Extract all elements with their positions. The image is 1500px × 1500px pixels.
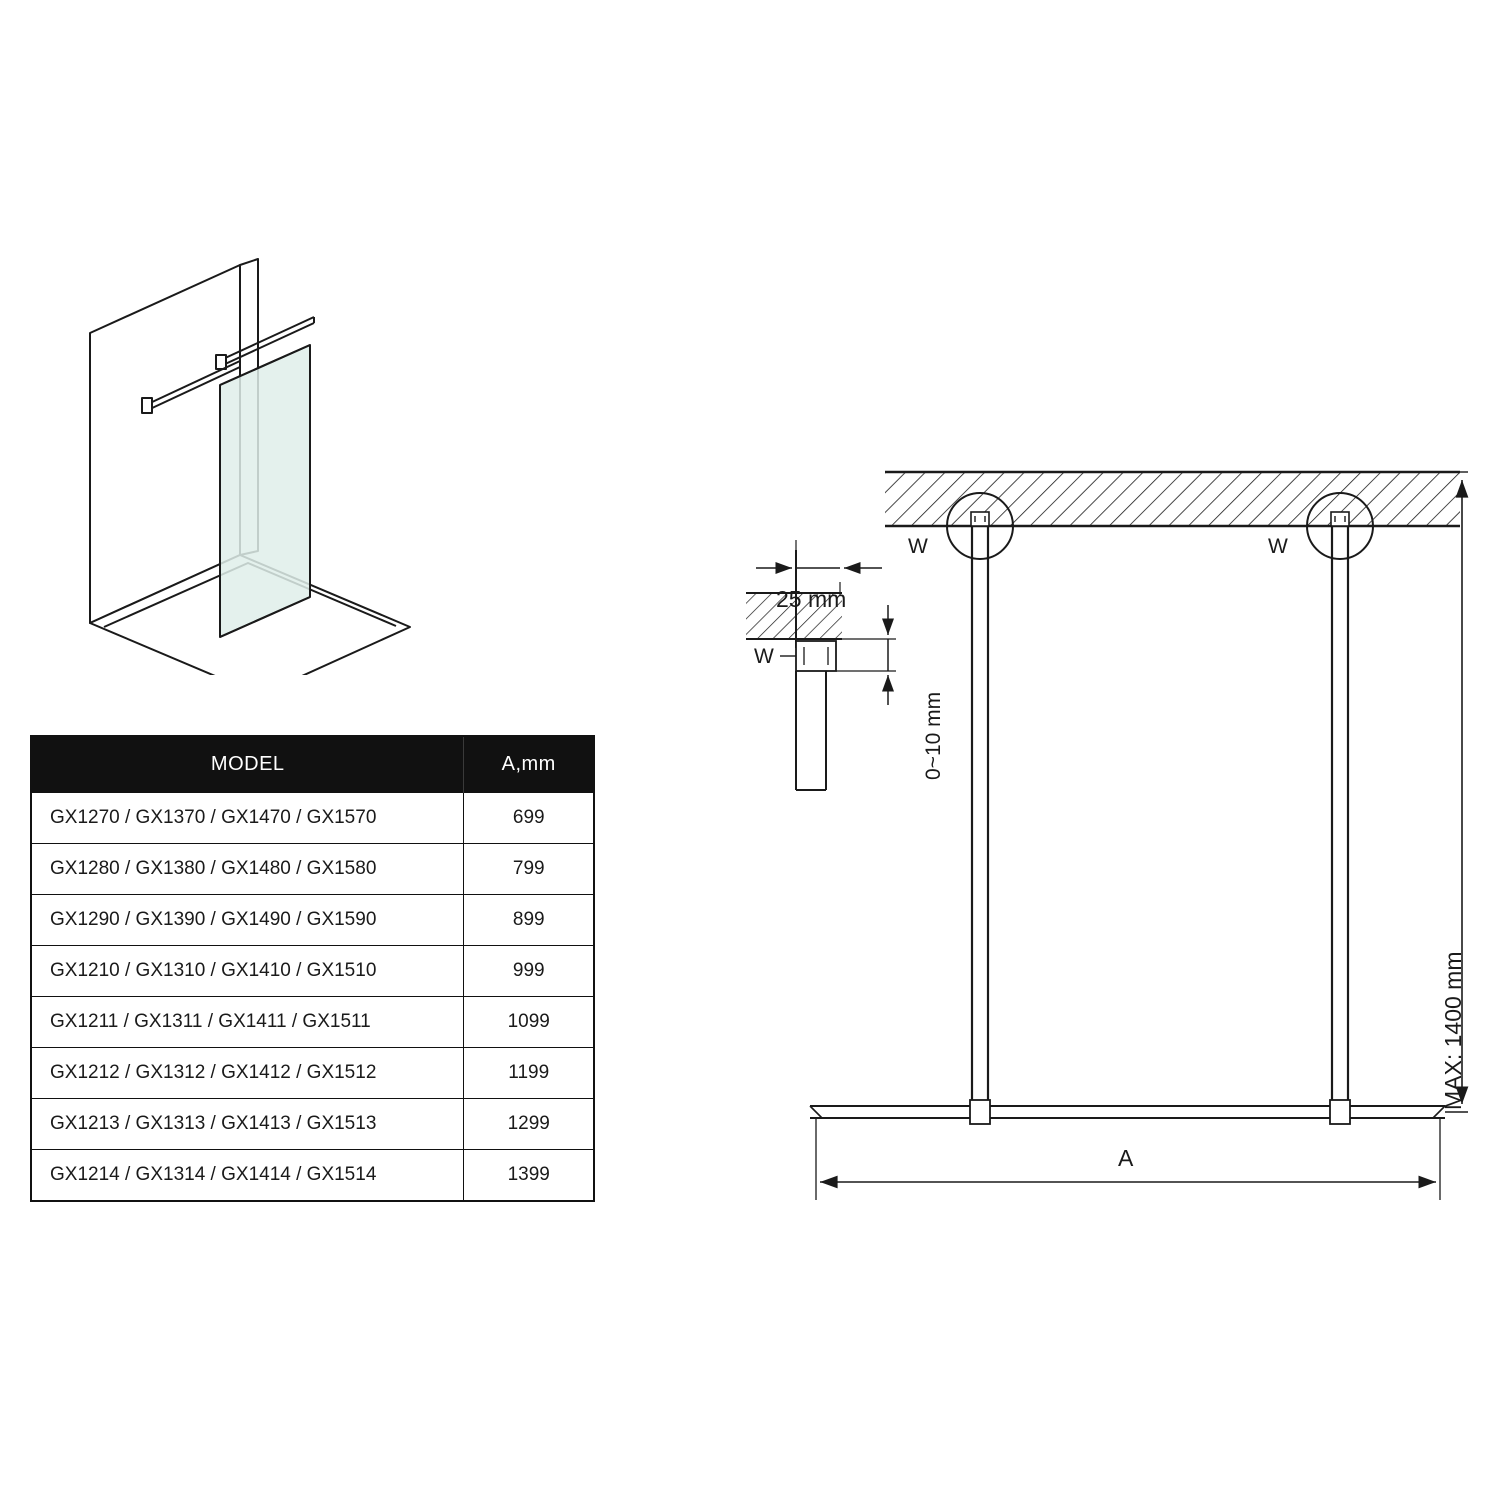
cell-a: 699 — [464, 793, 593, 844]
technical-drawing — [700, 400, 1490, 1270]
table-header-row — [32, 737, 593, 793]
cell-model: GX1211 / GX1311 / GX1411 / GX1511 — [32, 997, 464, 1048]
cell-model: GX1212 / GX1312 / GX1412 / GX1512 — [32, 1048, 464, 1099]
cell-model: GX1214 / GX1314 / GX1414 / GX1514 — [32, 1150, 464, 1201]
cell-a: 799 — [464, 844, 593, 895]
label-wall-thickness: 25 mm — [776, 586, 847, 612]
table-row — [32, 793, 593, 844]
cell-model: GX1290 / GX1390 / GX1490 / GX1590 — [32, 895, 464, 946]
cell-a: 1099 — [464, 997, 593, 1048]
technical-drawing-svg — [700, 400, 1490, 1270]
label-height-max: MAX: 1400 mm — [1440, 951, 1466, 1110]
cell-a: 899 — [464, 895, 593, 946]
label-width-a: A — [1118, 1145, 1134, 1171]
isometric-svg — [80, 255, 450, 675]
table-row — [32, 844, 593, 895]
isometric-illustration — [80, 255, 450, 675]
label-gap: 0~10 mm — [922, 691, 945, 780]
table-row — [32, 1099, 593, 1150]
spec-table — [30, 735, 595, 1202]
label-detail-bracket: W — [754, 645, 774, 668]
cell-model: GX1210 / GX1310 / GX1410 / GX1510 — [32, 946, 464, 997]
cell-a: 1299 — [464, 1099, 593, 1150]
table-row — [32, 895, 593, 946]
table-row — [32, 1150, 593, 1201]
label-bracket-right: W — [1268, 535, 1288, 558]
table-row — [32, 1048, 593, 1099]
cell-a: 1199 — [464, 1048, 593, 1099]
column-header-a: A,mm — [464, 737, 593, 793]
cell-model: GX1213 / GX1313 / GX1413 / GX1513 — [32, 1099, 464, 1150]
table-row — [32, 997, 593, 1048]
table-row — [32, 946, 593, 997]
label-bracket-left: W — [908, 535, 928, 558]
cell-a: 999 — [464, 946, 593, 997]
cell-model: GX1280 / GX1380 / GX1480 / GX1580 — [32, 844, 464, 895]
cell-a: 1399 — [464, 1150, 593, 1201]
column-header-model: MODEL — [32, 737, 464, 793]
cell-model: GX1270 / GX1370 / GX1470 / GX1570 — [32, 793, 464, 844]
